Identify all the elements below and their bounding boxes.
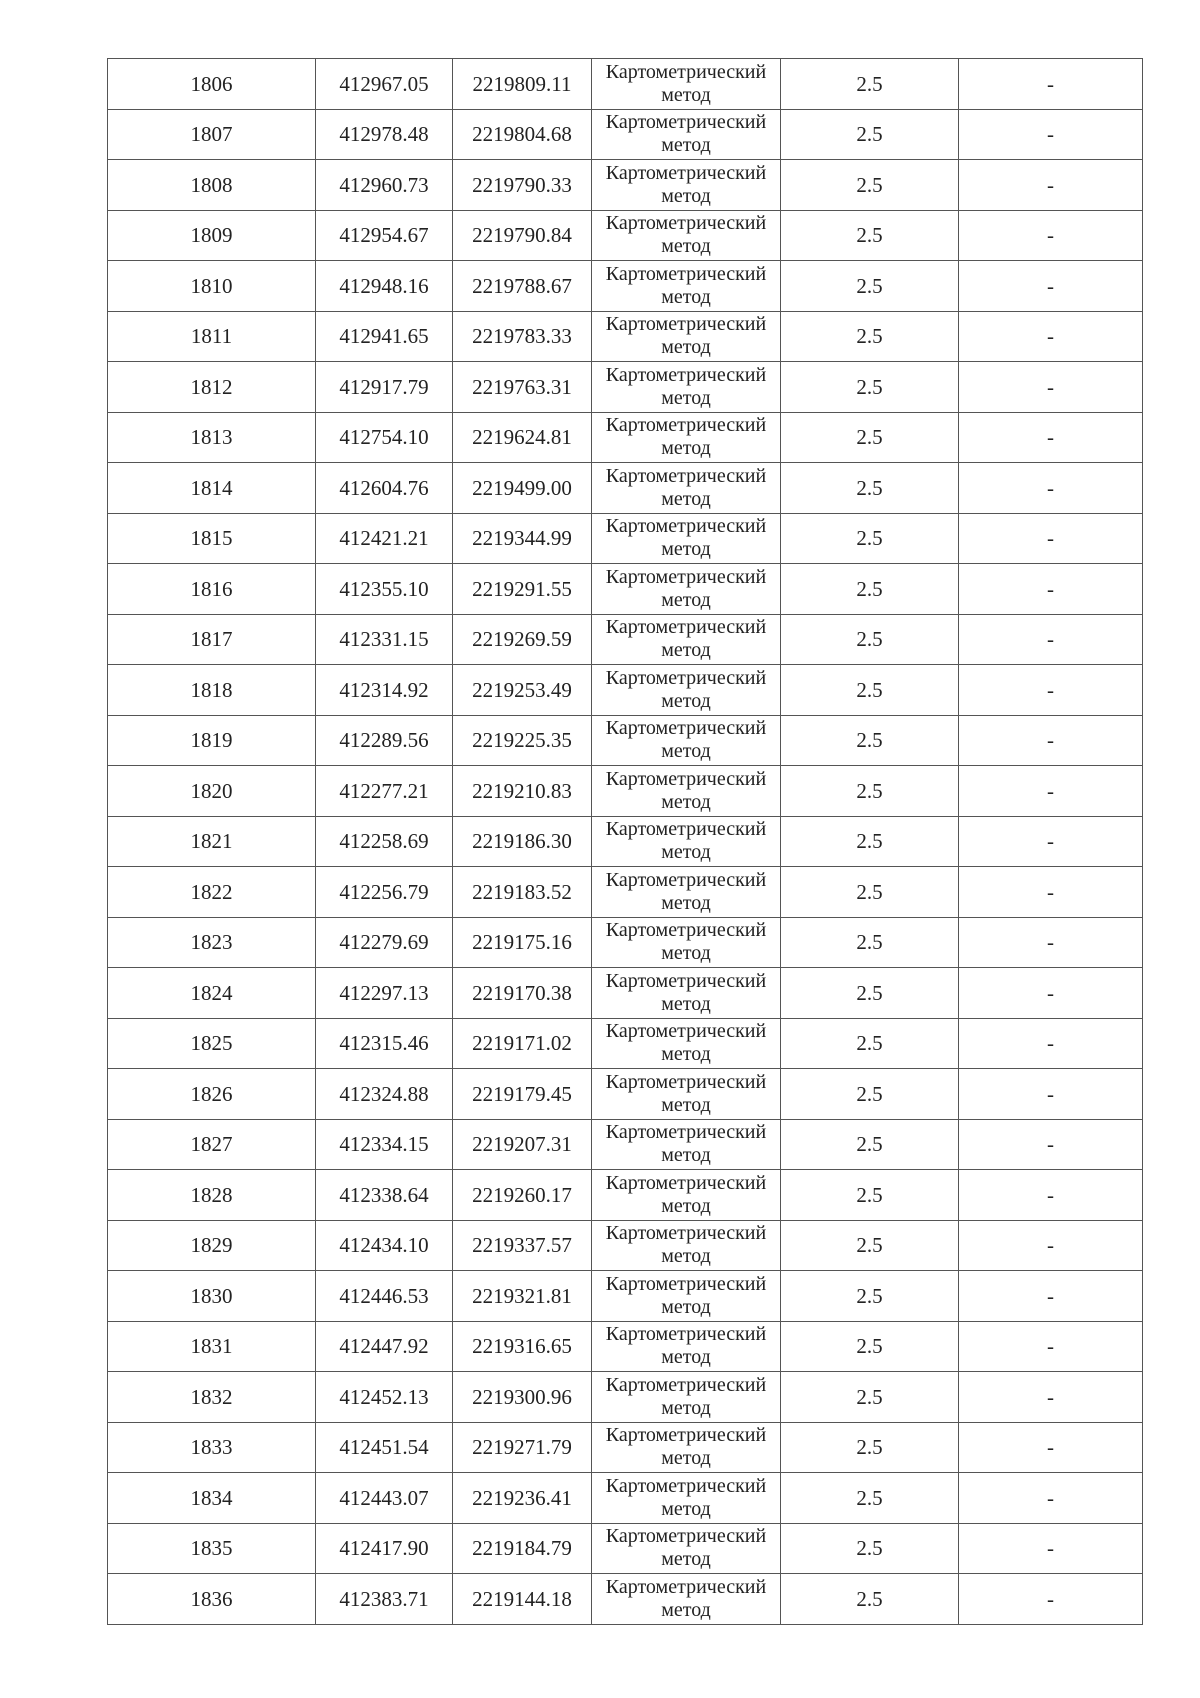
x-coordinate-cell: 412256.79 (316, 867, 453, 918)
point-number-cell: 1808 (108, 160, 316, 211)
method-cell (592, 665, 781, 716)
point-number-cell: 1827 (108, 1119, 316, 1170)
coordinates-table (107, 58, 1143, 1625)
accuracy-cell: 2.5 (781, 917, 959, 968)
method-cell (592, 816, 781, 867)
x-coordinate-cell: 412334.15 (316, 1119, 453, 1170)
table-row (108, 968, 1143, 1019)
method-line-1: Картометрический (605, 1575, 767, 1598)
y-coordinate-cell: 2219790.84 (453, 210, 592, 261)
method-line-2: метод (661, 992, 711, 1015)
accuracy-cell: 2.5 (781, 614, 959, 665)
method-line-2: метод (661, 790, 711, 813)
note-cell: - (959, 1271, 1143, 1322)
x-coordinate-cell: 412917.79 (316, 362, 453, 413)
note-cell: - (959, 160, 1143, 211)
point-number-cell: 1835 (108, 1523, 316, 1574)
method-line-1: Картометрический (605, 464, 767, 487)
method-line-1: Картометрический (605, 616, 767, 639)
y-coordinate-cell: 2219271.79 (453, 1422, 592, 1473)
accuracy-cell: 2.5 (781, 59, 959, 110)
table-row (108, 362, 1143, 413)
method-line-2: метод (661, 1396, 711, 1419)
method-line-2: метод (661, 83, 711, 106)
method-line-2: метод (661, 942, 711, 965)
table-row (108, 412, 1143, 463)
method-line-1: Картометрический (605, 363, 767, 386)
accuracy-cell: 2.5 (781, 1372, 959, 1423)
method-line-2: метод (661, 1194, 711, 1217)
method-cell (592, 311, 781, 362)
accuracy-cell: 2.5 (781, 1422, 959, 1473)
y-coordinate-cell: 2219179.45 (453, 1069, 592, 1120)
note-cell: - (959, 1220, 1143, 1271)
method-line-1: Картометрический (605, 1373, 767, 1396)
method-line-2: метод (661, 1144, 711, 1167)
table-row (108, 564, 1143, 615)
note-cell: - (959, 1321, 1143, 1372)
y-coordinate-cell: 2219321.81 (453, 1271, 592, 1322)
method-cell (592, 1422, 781, 1473)
note-cell: - (959, 1574, 1143, 1625)
note-cell: - (959, 412, 1143, 463)
method-line-2: метод (661, 437, 711, 460)
accuracy-cell: 2.5 (781, 210, 959, 261)
note-cell: - (959, 1170, 1143, 1221)
x-coordinate-cell: 412447.92 (316, 1321, 453, 1372)
accuracy-cell: 2.5 (781, 867, 959, 918)
method-line-2: метод (661, 1245, 711, 1268)
note-cell: - (959, 766, 1143, 817)
method-cell (592, 1170, 781, 1221)
method-line-1: Картометрический (605, 1323, 767, 1346)
table-row (108, 1271, 1143, 1322)
point-number-cell: 1832 (108, 1372, 316, 1423)
accuracy-cell: 2.5 (781, 715, 959, 766)
y-coordinate-cell: 2219225.35 (453, 715, 592, 766)
y-coordinate-cell: 2219260.17 (453, 1170, 592, 1221)
method-line-2: метод (661, 1346, 711, 1369)
method-cell (592, 968, 781, 1019)
method-line-2: метод (661, 134, 711, 157)
method-line-2: метод (661, 184, 711, 207)
x-coordinate-cell: 412954.67 (316, 210, 453, 261)
method-line-1: Картометрический (605, 1222, 767, 1245)
method-cell (592, 1069, 781, 1120)
y-coordinate-cell: 2219236.41 (453, 1473, 592, 1524)
y-coordinate-cell: 2219499.00 (453, 463, 592, 514)
x-coordinate-cell: 412355.10 (316, 564, 453, 615)
note-cell: - (959, 1119, 1143, 1170)
y-coordinate-cell: 2219171.02 (453, 1018, 592, 1069)
note-cell: - (959, 1018, 1143, 1069)
x-coordinate-cell: 412315.46 (316, 1018, 453, 1069)
method-cell (592, 917, 781, 968)
method-line-1: Картометрический (605, 1020, 767, 1043)
x-coordinate-cell: 412421.21 (316, 513, 453, 564)
x-coordinate-cell: 412446.53 (316, 1271, 453, 1322)
accuracy-cell: 2.5 (781, 311, 959, 362)
accuracy-cell: 2.5 (781, 766, 959, 817)
y-coordinate-cell: 2219207.31 (453, 1119, 592, 1170)
method-cell (592, 867, 781, 918)
note-cell: - (959, 816, 1143, 867)
y-coordinate-cell: 2219184.79 (453, 1523, 592, 1574)
table-row (108, 1018, 1143, 1069)
note-cell: - (959, 1473, 1143, 1524)
point-number-cell: 1814 (108, 463, 316, 514)
table-row (108, 1220, 1143, 1271)
method-line-2: метод (661, 1598, 711, 1621)
method-line-1: Картометрический (605, 111, 767, 134)
point-number-cell: 1833 (108, 1422, 316, 1473)
table-row (108, 513, 1143, 564)
table-row (108, 816, 1143, 867)
method-line-2: метод (661, 740, 711, 763)
note-cell: - (959, 968, 1143, 1019)
note-cell: - (959, 715, 1143, 766)
accuracy-cell: 2.5 (781, 109, 959, 160)
y-coordinate-cell: 2219763.31 (453, 362, 592, 413)
method-cell (592, 463, 781, 514)
method-line-2: метод (661, 841, 711, 864)
note-cell: - (959, 362, 1143, 413)
method-line-1: Картометрический (605, 666, 767, 689)
accuracy-cell: 2.5 (781, 513, 959, 564)
method-cell (592, 1271, 781, 1322)
method-line-1: Картометрический (605, 313, 767, 336)
method-line-2: метод (661, 1548, 711, 1571)
y-coordinate-cell: 2219175.16 (453, 917, 592, 968)
accuracy-cell: 2.5 (781, 816, 959, 867)
y-coordinate-cell: 2219269.59 (453, 614, 592, 665)
table-row (108, 1372, 1143, 1423)
table-row (108, 59, 1143, 110)
method-line-1: Картометрический (605, 1525, 767, 1548)
x-coordinate-cell: 412338.64 (316, 1170, 453, 1221)
y-coordinate-cell: 2219186.30 (453, 816, 592, 867)
point-number-cell: 1815 (108, 513, 316, 564)
method-line-1: Картометрический (605, 1171, 767, 1194)
y-coordinate-cell: 2219809.11 (453, 59, 592, 110)
method-cell (592, 766, 781, 817)
point-number-cell: 1829 (108, 1220, 316, 1271)
method-line-2: метод (661, 538, 711, 561)
point-number-cell: 1816 (108, 564, 316, 615)
method-line-2: метод (661, 588, 711, 611)
method-cell (592, 1523, 781, 1574)
table-row (108, 311, 1143, 362)
y-coordinate-cell: 2219344.99 (453, 513, 592, 564)
method-line-1: Картометрический (605, 212, 767, 235)
accuracy-cell: 2.5 (781, 1119, 959, 1170)
accuracy-cell: 2.5 (781, 1574, 959, 1625)
y-coordinate-cell: 2219624.81 (453, 412, 592, 463)
y-coordinate-cell: 2219300.96 (453, 1372, 592, 1423)
point-number-cell: 1831 (108, 1321, 316, 1372)
point-number-cell: 1823 (108, 917, 316, 968)
method-line-2: метод (661, 1295, 711, 1318)
method-line-1: Картометрический (605, 262, 767, 285)
table-row (108, 1170, 1143, 1221)
method-line-1: Картометрический (605, 767, 767, 790)
point-number-cell: 1811 (108, 311, 316, 362)
note-cell: - (959, 1069, 1143, 1120)
accuracy-cell: 2.5 (781, 412, 959, 463)
method-cell (592, 412, 781, 463)
x-coordinate-cell: 412443.07 (316, 1473, 453, 1524)
x-coordinate-cell: 412941.65 (316, 311, 453, 362)
method-cell (592, 1018, 781, 1069)
coordinates-table-body (108, 59, 1143, 1625)
method-cell (592, 1321, 781, 1372)
method-line-2: метод (661, 639, 711, 662)
method-line-1: Картометрический (605, 1070, 767, 1093)
table-row (108, 160, 1143, 211)
table-row (108, 665, 1143, 716)
point-number-cell: 1826 (108, 1069, 316, 1120)
accuracy-cell: 2.5 (781, 968, 959, 1019)
point-number-cell: 1818 (108, 665, 316, 716)
method-line-1: Картометрический (605, 414, 767, 437)
table-row (108, 867, 1143, 918)
y-coordinate-cell: 2219253.49 (453, 665, 592, 716)
y-coordinate-cell: 2219783.33 (453, 311, 592, 362)
x-coordinate-cell: 412754.10 (316, 412, 453, 463)
y-coordinate-cell: 2219788.67 (453, 261, 592, 312)
method-cell (592, 160, 781, 211)
method-cell (592, 1574, 781, 1625)
accuracy-cell: 2.5 (781, 665, 959, 716)
y-coordinate-cell: 2219183.52 (453, 867, 592, 918)
method-line-2: метод (661, 1093, 711, 1116)
y-coordinate-cell: 2219337.57 (453, 1220, 592, 1271)
method-line-2: метод (661, 235, 711, 258)
method-line-1: Картометрический (605, 565, 767, 588)
table-row (108, 463, 1143, 514)
table-row (108, 1422, 1143, 1473)
method-line-1: Картометрический (605, 60, 767, 83)
accuracy-cell: 2.5 (781, 1523, 959, 1574)
point-number-cell: 1825 (108, 1018, 316, 1069)
note-cell: - (959, 564, 1143, 615)
method-line-2: метод (661, 336, 711, 359)
point-number-cell: 1834 (108, 1473, 316, 1524)
accuracy-cell: 2.5 (781, 463, 959, 514)
table-row (108, 109, 1143, 160)
method-cell (592, 1220, 781, 1271)
note-cell: - (959, 59, 1143, 110)
note-cell: - (959, 109, 1143, 160)
method-cell (592, 109, 781, 160)
method-line-2: метод (661, 1447, 711, 1470)
method-line-1: Картометрический (605, 1424, 767, 1447)
point-number-cell: 1809 (108, 210, 316, 261)
x-coordinate-cell: 412331.15 (316, 614, 453, 665)
method-cell (592, 614, 781, 665)
x-coordinate-cell: 412258.69 (316, 816, 453, 867)
note-cell: - (959, 665, 1143, 716)
note-cell: - (959, 917, 1143, 968)
table-row (108, 715, 1143, 766)
method-cell (592, 715, 781, 766)
method-line-1: Картометрический (605, 1474, 767, 1497)
x-coordinate-cell: 412948.16 (316, 261, 453, 312)
x-coordinate-cell: 412383.71 (316, 1574, 453, 1625)
y-coordinate-cell: 2219144.18 (453, 1574, 592, 1625)
point-number-cell: 1813 (108, 412, 316, 463)
method-line-1: Картометрический (605, 969, 767, 992)
point-number-cell: 1836 (108, 1574, 316, 1625)
method-line-1: Картометрический (605, 868, 767, 891)
method-line-1: Картометрический (605, 1121, 767, 1144)
point-number-cell: 1819 (108, 715, 316, 766)
point-number-cell: 1810 (108, 261, 316, 312)
note-cell: - (959, 867, 1143, 918)
method-line-1: Картометрический (605, 515, 767, 538)
y-coordinate-cell: 2219291.55 (453, 564, 592, 615)
method-line-2: метод (661, 487, 711, 510)
table-row (108, 1473, 1143, 1524)
method-line-1: Картометрический (605, 717, 767, 740)
table-row (108, 614, 1143, 665)
table-row (108, 1119, 1143, 1170)
table-row (108, 1321, 1143, 1372)
table-row (108, 1574, 1143, 1625)
accuracy-cell: 2.5 (781, 1220, 959, 1271)
table-row (108, 917, 1143, 968)
point-number-cell: 1828 (108, 1170, 316, 1221)
note-cell: - (959, 311, 1143, 362)
x-coordinate-cell: 412279.69 (316, 917, 453, 968)
x-coordinate-cell: 412604.76 (316, 463, 453, 514)
method-cell (592, 1473, 781, 1524)
method-line-2: метод (661, 689, 711, 712)
point-number-cell: 1824 (108, 968, 316, 1019)
accuracy-cell: 2.5 (781, 564, 959, 615)
method-line-1: Картометрический (605, 919, 767, 942)
point-number-cell: 1817 (108, 614, 316, 665)
method-line-2: метод (661, 386, 711, 409)
note-cell: - (959, 210, 1143, 261)
x-coordinate-cell: 412960.73 (316, 160, 453, 211)
note-cell: - (959, 1422, 1143, 1473)
method-cell (592, 513, 781, 564)
y-coordinate-cell: 2219316.65 (453, 1321, 592, 1372)
table-row (108, 1523, 1143, 1574)
table-row (108, 1069, 1143, 1120)
point-number-cell: 1821 (108, 816, 316, 867)
method-cell (592, 564, 781, 615)
method-cell (592, 261, 781, 312)
table-row (108, 210, 1143, 261)
method-line-1: Картометрический (605, 161, 767, 184)
table-row (108, 766, 1143, 817)
point-number-cell: 1820 (108, 766, 316, 817)
method-line-2: метод (661, 891, 711, 914)
accuracy-cell: 2.5 (781, 160, 959, 211)
accuracy-cell: 2.5 (781, 362, 959, 413)
point-number-cell: 1830 (108, 1271, 316, 1322)
x-coordinate-cell: 412451.54 (316, 1422, 453, 1473)
point-number-cell: 1822 (108, 867, 316, 918)
note-cell: - (959, 614, 1143, 665)
x-coordinate-cell: 412452.13 (316, 1372, 453, 1423)
accuracy-cell: 2.5 (781, 1069, 959, 1120)
x-coordinate-cell: 412324.88 (316, 1069, 453, 1120)
y-coordinate-cell: 2219170.38 (453, 968, 592, 1019)
point-number-cell: 1807 (108, 109, 316, 160)
note-cell: - (959, 1372, 1143, 1423)
point-number-cell: 1812 (108, 362, 316, 413)
accuracy-cell: 2.5 (781, 1271, 959, 1322)
note-cell: - (959, 513, 1143, 564)
note-cell: - (959, 1523, 1143, 1574)
x-coordinate-cell: 412967.05 (316, 59, 453, 110)
y-coordinate-cell: 2219210.83 (453, 766, 592, 817)
table-row (108, 261, 1143, 312)
y-coordinate-cell: 2219790.33 (453, 160, 592, 211)
method-cell (592, 1372, 781, 1423)
accuracy-cell: 2.5 (781, 1321, 959, 1372)
method-cell (592, 1119, 781, 1170)
accuracy-cell: 2.5 (781, 261, 959, 312)
method-cell (592, 210, 781, 261)
method-line-2: метод (661, 285, 711, 308)
note-cell: - (959, 261, 1143, 312)
method-line-2: метод (661, 1043, 711, 1066)
x-coordinate-cell: 412417.90 (316, 1523, 453, 1574)
x-coordinate-cell: 412297.13 (316, 968, 453, 1019)
note-cell: - (959, 463, 1143, 514)
method-cell (592, 362, 781, 413)
accuracy-cell: 2.5 (781, 1170, 959, 1221)
method-line-1: Картометрический (605, 818, 767, 841)
method-line-1: Картометрический (605, 1272, 767, 1295)
x-coordinate-cell: 412978.48 (316, 109, 453, 160)
x-coordinate-cell: 412434.10 (316, 1220, 453, 1271)
x-coordinate-cell: 412289.56 (316, 715, 453, 766)
y-coordinate-cell: 2219804.68 (453, 109, 592, 160)
x-coordinate-cell: 412277.21 (316, 766, 453, 817)
method-line-2: метод (661, 1497, 711, 1520)
method-cell (592, 59, 781, 110)
accuracy-cell: 2.5 (781, 1473, 959, 1524)
x-coordinate-cell: 412314.92 (316, 665, 453, 716)
accuracy-cell: 2.5 (781, 1018, 959, 1069)
point-number-cell: 1806 (108, 59, 316, 110)
